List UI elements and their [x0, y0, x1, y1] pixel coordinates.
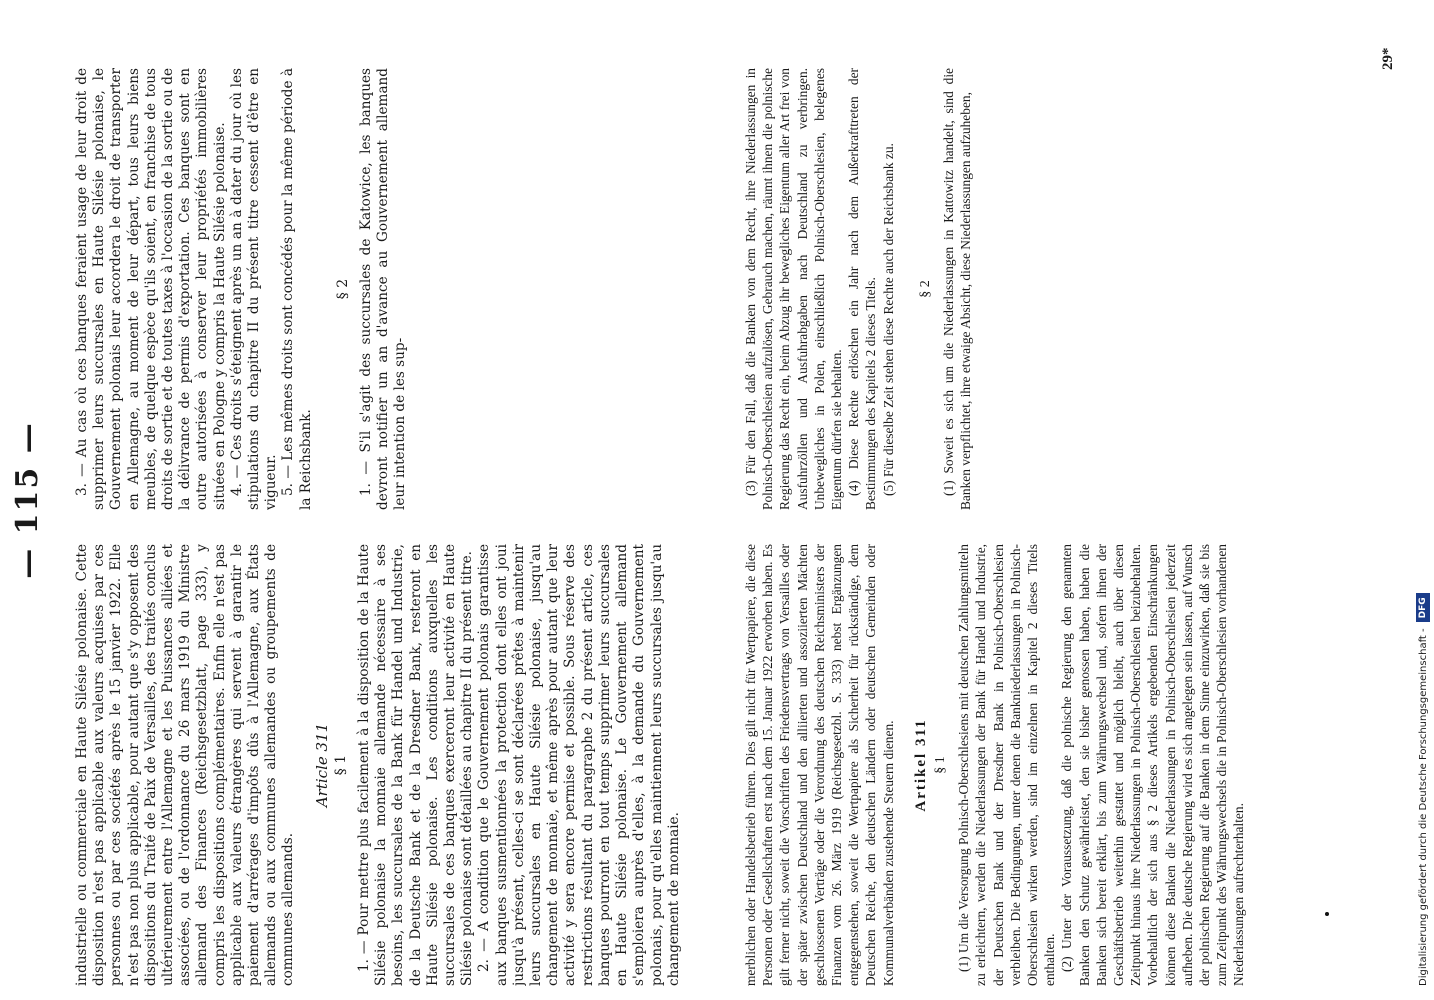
- scan-speck: [1325, 912, 1329, 916]
- french-section-2-heading: § 2: [334, 278, 351, 300]
- signature-mark: 29*: [1380, 47, 1396, 70]
- german-paragraph-4: (4) Diese Rechte erlöschen ein Jahr nach dem Außerkrafttreten der Bestimmungen des Kapitels 2 dieses Titels.: [846, 68, 879, 510]
- french-paragraph-1: 1. — Pour mettre plus facilement à la disposition de la Haute Silésie polonaise la monnaie allemande nécessaire à ses besoins, les succursales de la Bank für Handel und Industrie, de la Deutsche Bank et de la Dresdner Bank, resteront en Haute Silésie polonaise. Les conditions auxquelles les succursales de ces banques exerceront leur activité en Haute Silésie polonaise sont détaillées au chapitre II du présent titre.: [356, 544, 476, 986]
- digitization-credit: Digitalisierung gefördert durch die Deutsche Forschungsgemeinschaft -: [1417, 628, 1429, 986]
- french-paragraph-6: 1. — S'il s'agit des succursales de Katowice, les banques devront notifier un an d'avance au Gouvernement allemand leur intention de les sup-: [358, 68, 409, 510]
- german-paragraph-5: (5) Für dieselbe Zeit stehen diese Rechte auch der Reichsbank zu.: [880, 143, 896, 496]
- page-number: — 115 —: [10, 421, 45, 579]
- german-article-title: Artikel 311: [912, 718, 929, 812]
- french-paragraph-2: 2. — A condition que le Gouvernement polonais garantisse aux banques susmentionnées la protection dont elles ont joui jusqu'à présent, celles-ci se sont déclarées prêtes à maintenir leurs succursales en Haute Silésie polonaise, jusqu'au changement de monnaie, et même après pour autant que leur activité y sera encore permise et possible. Sous réserve des restrictions résultant du paragraphe 2 du présent article, ces banques pourront en tout temps supprimer leurs succursales en Haute Silésie polonaise. Le Gouvernement allemand s'emploiera auprès d'elles, à la demande du Gouvernement polonais, pour qu'elles maintiennent leurs succursales jusqu'au changement de monnaie.: [476, 544, 682, 986]
- french-column-left: [74, 544, 754, 986]
- french-intro-paragraph: industrielle ou commerciale en Haute Silésie polonaise. Cette disposition n'est pas applicable aux valeurs acquises par ces personnes ou par ces sociétés après le 15 janvier 1922. Elle n'est pas non plus applicable, pour autant que s'y opposent des dispositions du Traité de Paix de Versailles, des traités conclus ultérieurement entre l'Allemagne et les Puissances alliées et associées, ou de l'ordonnance du 26 mars 1919 du Ministre allemand des Finances (Reichsgesetzblatt, page 333), y compris les dispositions complémentaires. Enfin elle n'est pas applicable aux valeurs étrangères qui servent à garantir le paiement d'arrérages d'impôts dûs à l'Allemagne, aux États allemands ou aux communes allemandes ou groupements de communes allemands.: [74, 544, 297, 986]
- french-paragraph-4: 4. — Ces droits s'éteignent après un an à dater du jour où les stipulations du chapitre II du présent titre cessent d'être en vigueur.: [228, 68, 280, 510]
- german-paragraph-6: (1) Soweit es sich um die Niederlassungen in Kattowitz handelt, sind die Banken verpflichtet, ihre etwaige Absicht, diese Niederlassungen aufzuheben,: [941, 68, 974, 510]
- german-section-1-heading: § 1: [933, 756, 949, 774]
- german-intro-paragraph: merblichen oder Handelsbetrieb führen. Dies gilt nicht für Wertpapiere, die diese Personen oder Gesellschaften erst nach dem 15. Januar 1922 erworben haben. Es gilt ferner nicht, soweit die Vorschriften des Friedensvertrags von Versailles oder der später zwischen Deutschland und den alliierten und assoziierten Mächten geschlossenen Verträge oder die Verordnung des deutschen Reichsministers der Finanzen vom 26. März 1919 (Reichsgesetzbl. S. 333) nebst Ergänzungen entgegenstehen, soweit die Wertpapiere als Sicherheit für rückständige, dem Deutschen Reiche, den deutschen Ländern oder deutschen Gemeinden oder Kommunalverbänden zustehende Steuern dienen.: [743, 544, 896, 986]
- french-text-block: [74, 56, 754, 986]
- french-column-right: [74, 68, 754, 510]
- digitization-sidebar: [1412, 0, 1434, 1000]
- german-paragraph-3: (3) Für den Fall, daß die Banken von dem Recht, ihre Niederlassungen in Polnisch-Oberschlesien aufzulösen, Gebrauch machen, räumt ihnen die polnische Regierung das Recht ein, beim Abzug ihr bewegliches Eigentum aller Art frei von Ausfuhrzöllen und Ausfuhrabgaben nach Deutschland zu verbringen. Unbewegliches in Polen, einschließlich Polnisch-Oberschlesien, belegenes Eigentum dürfen sie behalten.: [743, 68, 845, 510]
- german-paragraph-2: (2) Unter der Voraussetzung, daß die polnische Regierung den genannten Banken den Schutz gewährleistet, den sie bisher genossen haben, haben die Banken sich bereit erklärt, bis zum Währungswechsel und, sofern ihnen der Geschäftsbetrieb weiterhin gestattet und möglich bleibt, auch über diesen Zeitpunkt hinaus ihre Niederlassungen in Polnisch-Oberschlesien beizubehalten. Vorbehaltlich der sich aus § 2 dieses Artikels ergebenden Einschränkungen können diese Banken die Niederlassungen in Polnisch-Oberschlesien jederzeit aufheben. Die deutsche Regierung wird es sich angelegen sein lassen, auf Wunsch der polnischen Regierung auf die Banken in dem Sinne einzuwirken, daß sie bis zum Zeitpunkt des Währungswechsels die in Polnisch-Oberschlesien vorhandenen Niederlassungen aufrechterhalten.: [1059, 544, 1247, 986]
- french-paragraph-5: 5. — Les mêmes droits sont concédés pour la même période à la Reichsbank.: [280, 68, 314, 510]
- french-section-1-heading: § 1: [332, 754, 349, 776]
- german-column-right: [742, 68, 1422, 510]
- dfg-logo-icon: DFG: [1416, 593, 1430, 622]
- french-paragraph-3: 3. — Au cas où ces banques feraient usage de leur droit de supprimer leurs succursales en Haute Silésie polonaise, le Gouvernement polonais leur accordera le droit de transporter en Allemagne, au moment de leur départ, tous leurs biens meubles, de quelque espèce qu'ils soient, en franchise de tous droits de sortie et de toutes taxes à l'occasion de la sortie ou de la délivrance de permis d'exportation. Ces banques sont en outre autorisées à conserver leur propriétés immobilières situées en Pologne y compris la Haute Silésie polonaise.: [74, 68, 228, 510]
- german-section-2-heading: § 2: [917, 280, 933, 298]
- german-column-left: [742, 544, 1422, 986]
- german-paragraph-1: (1) Um die Versorgung Polnisch-Oberschlesiens mit deutschen Zahlungsmitteln zu erleichtern, werden die Niederlassungen der Bank für Handel und Industrie, der Deutschen Bank und der Dresdner Bank in Polnisch-Oberschlesien verbleiben. Die Bedingungen, unter denen die Bankniederlassungen in Polnisch-Oberschlesien wirken werden, sind im einzelnen in Kapitel 2 dieses Titels enthalten.: [956, 544, 1058, 986]
- french-article-title: Article 311: [312, 722, 331, 808]
- german-text-block: [742, 56, 1422, 986]
